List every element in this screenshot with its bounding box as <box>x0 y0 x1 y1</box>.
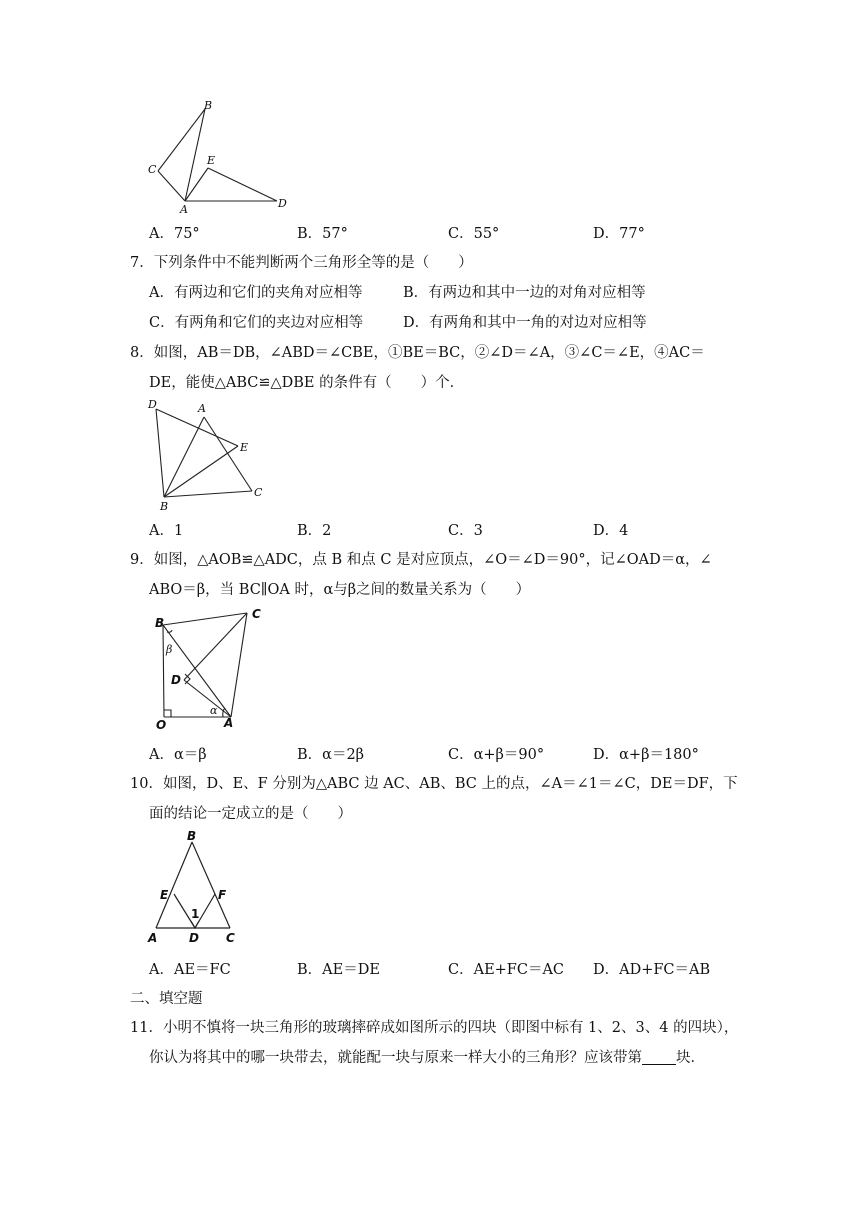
q10-label-1: 1 <box>191 907 200 921</box>
q6-option-b[interactable]: B．57° <box>297 226 348 242</box>
q9-stem-line1: 9．如图，△AOB≌△ADC，点 B 和点 C 是对应顶点，∠O＝∠D＝90°，记∠OAD＝α，∠ <box>130 552 712 568</box>
q7-option-a[interactable]: A．有两边和它们的夹角对应相等 <box>149 285 363 301</box>
q10-option-a[interactable]: A．AE＝FC <box>149 962 231 978</box>
q10-label-d: D <box>189 931 199 945</box>
q9-stem-line2: ABO＝β，当 BC∥OA 时，α与β之间的数量关系为（ ） <box>149 582 531 598</box>
q9-label-alpha: α <box>210 704 218 717</box>
q11-stem-line2-before: 你认为将其中的哪一块带去，就能配一块与原来一样大小的三角形？应该带第 <box>149 1050 642 1066</box>
q9-diagram <box>144 602 274 736</box>
q10-option-c[interactable]: C．AE+FC＝AC <box>448 962 565 978</box>
q6-label-c: C <box>148 163 157 176</box>
q6-option-a[interactable]: A．75° <box>149 226 200 242</box>
q9-figure <box>144 602 274 736</box>
q10-label-a: A <box>148 931 158 945</box>
q8-label-d: D <box>148 398 157 411</box>
q8-option-d[interactable]: D．4 <box>593 523 629 539</box>
q9-option-d[interactable]: D．α+β＝180° <box>593 747 699 763</box>
q11-stem-line1: 11．小明不慎将一块三角形的玻璃摔碎成如图所示的四块（即图中标有 1、2、3、4 的四块）， <box>130 1020 739 1036</box>
q8-diagram <box>140 394 280 512</box>
q9-label-a: A <box>224 716 234 730</box>
q10-stem-line1: 10．如图，D、E、F 分别为△ABC 边 AC、AB、BC 上的点，∠A＝∠1＝∠C，DE＝DF，下 <box>130 776 738 792</box>
q8-stem-line2: DE，能使△ABC≌△DBE 的条件有（ ）个． <box>149 375 465 391</box>
q9-label-beta: β <box>166 643 173 656</box>
q9-option-a[interactable]: A．α＝β <box>149 747 207 763</box>
q7-option-b[interactable]: B．有两边和其中一边的对角对应相等 <box>403 285 646 301</box>
q8-label-c: C <box>254 486 263 499</box>
q8-label-a: A <box>198 402 206 415</box>
q9-option-b[interactable]: B．α＝2β <box>297 747 365 763</box>
q10-figure <box>144 826 254 948</box>
q9-label-d: D <box>171 673 181 687</box>
q8-label-e: E <box>240 441 249 454</box>
q10-label-f: F <box>218 888 227 902</box>
q10-label-e: E <box>160 888 169 902</box>
section-title-fill-in: 二、填空题 <box>130 991 203 1007</box>
q10-stem-line2: 面的结论一定成立的是（ ） <box>149 806 352 822</box>
q9-label-b: B <box>155 616 165 630</box>
q8-option-a[interactable]: A．1 <box>149 523 184 539</box>
q6-option-d[interactable]: D．77° <box>593 226 645 242</box>
q8-option-b[interactable]: B．2 <box>297 523 332 539</box>
q10-option-d[interactable]: D．AD+FC＝AB <box>593 962 711 978</box>
q6-label-d: D <box>278 197 287 210</box>
q6-diagram <box>140 96 300 216</box>
q8-option-c[interactable]: C．3 <box>448 523 483 539</box>
q7-stem: 7．下列条件中不能判断两个三角形全等的是（ ） <box>130 255 473 271</box>
q6-label-a: A <box>180 203 188 216</box>
q9-option-c[interactable]: C．α+β＝90° <box>448 747 545 763</box>
q7-option-d[interactable]: D．有两角和其中一角的对边对应相等 <box>403 315 647 331</box>
q6-label-b: B <box>204 99 213 112</box>
q10-diagram <box>144 826 254 948</box>
q10-option-b[interactable]: B．AE＝DE <box>297 962 380 978</box>
q11-answer-blank[interactable] <box>642 1050 676 1065</box>
q10-label-b: B <box>187 829 197 843</box>
q6-option-c[interactable]: C．55° <box>448 226 500 242</box>
q9-label-c: C <box>252 607 261 621</box>
q6-label-e: E <box>207 154 216 167</box>
q9-label-o: O <box>156 718 167 732</box>
q11-stem-line2 <box>149 1046 705 1067</box>
q10-label-c: C <box>226 931 235 945</box>
q8-figure <box>140 394 280 512</box>
q11-stem-line2-after: 块． <box>676 1050 705 1066</box>
q8-label-b: B <box>160 500 169 512</box>
q7-option-c[interactable]: C．有两角和它们的夹边对应相等 <box>149 315 364 331</box>
q8-stem-line1: 8．如图，AB＝DB，∠ABD＝∠CBE，①BE＝BC，②∠D＝∠A，③∠C＝∠E，④AC＝ <box>130 345 705 361</box>
q6-figure <box>140 96 300 216</box>
